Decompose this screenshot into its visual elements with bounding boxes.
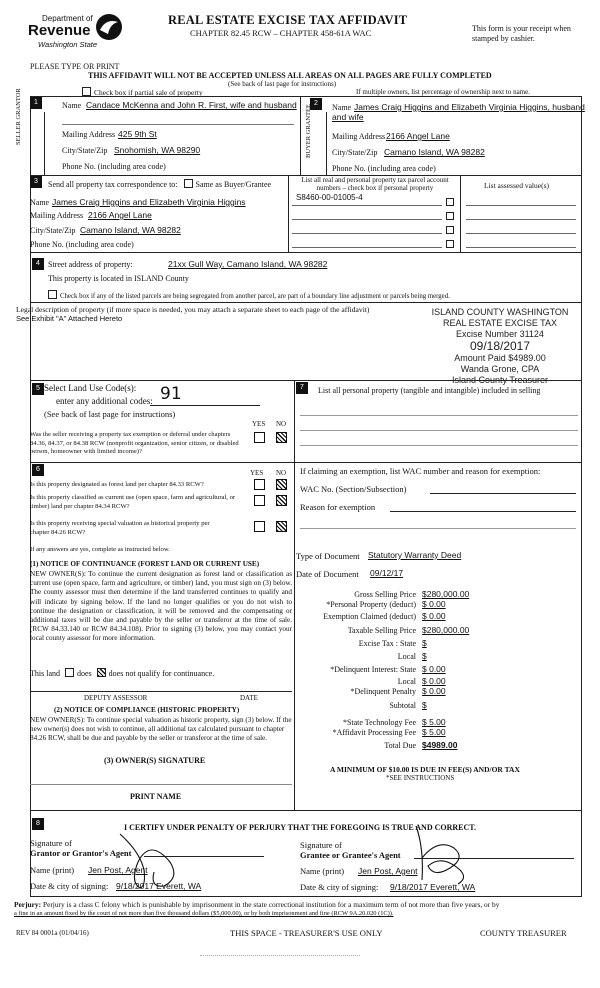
stamp-name: Wanda Grone, CPA bbox=[460, 364, 540, 374]
form-chapter: CHAPTER 82.45 RCW – CHAPTER 458-61A WAC bbox=[190, 28, 372, 38]
calc-total: $4989.00 bbox=[422, 740, 458, 750]
grantee-agent-label: Grantee or Grantee's Agent bbox=[300, 850, 401, 860]
current-use-yes-box[interactable] bbox=[254, 495, 265, 506]
exemption-yes-box[interactable] bbox=[254, 432, 265, 443]
land-use-code: 91 bbox=[160, 384, 182, 404]
calc-label: Subtotal bbox=[389, 701, 416, 710]
segregated-row bbox=[48, 290, 450, 300]
land-does-not-label: does not qualify for continuance. bbox=[108, 669, 215, 678]
seller-mail: 425 9th St bbox=[118, 129, 157, 139]
calc-value: $ 0.00 bbox=[422, 676, 446, 686]
grantee-signature-scribble bbox=[398, 818, 478, 888]
segregated-checkbox[interactable] bbox=[48, 290, 57, 299]
grantor-agent-label: Grantor or Grantor's Agent bbox=[30, 848, 132, 858]
buyer-city: Camano Island, WA 98282 bbox=[384, 147, 485, 157]
receipt-note: This form is your receipt when stamped by cashier. bbox=[472, 24, 571, 43]
correspondence-mail: 2166 Angel Lane bbox=[88, 210, 152, 220]
stamp-title: Island County Treasurer bbox=[451, 375, 549, 385]
this-land-label: This land bbox=[30, 669, 60, 678]
section-1-badge: 1 bbox=[30, 97, 42, 109]
land-use-label: Select Land Use Code(s): bbox=[44, 383, 137, 393]
current-use-question: Is this property classified as current use (open space, farm and agricultural, or timber) land per chapter 84.34 RCW? bbox=[30, 494, 236, 510]
certify-statement: I CERTIFY UNDER PENALTY OF PERJURY THAT THE FOREGOING IS TRUE AND CORRECT. bbox=[124, 823, 477, 832]
seller-mail-label: Mailing Address bbox=[62, 130, 116, 139]
section-5-badge: 5 bbox=[32, 383, 44, 395]
calc-label: Gross Selling Price bbox=[354, 590, 416, 599]
notice-continuance-title: (1) NOTICE OF CONTINUANCE (FOREST LAND OR CURRENT USE) bbox=[30, 560, 260, 568]
buyer-side-label: BUYER GRANTEE bbox=[305, 104, 312, 158]
grantor-signature-scribble bbox=[110, 822, 190, 892]
sec6-yes-header: YES bbox=[250, 469, 264, 477]
correspondence-name: James Craig Higgins and Elizabeth Virginia Higgins bbox=[52, 197, 246, 207]
calc-label: Excise Tax : State bbox=[358, 639, 416, 648]
current-use-no-box[interactable] bbox=[276, 495, 287, 506]
multiple-owners-note: If multiple owners, list percentage of ownership next to name. bbox=[356, 88, 530, 96]
forest-land-question: Is this property designated as forest land per chapter 84.33 RCW? bbox=[30, 481, 204, 488]
street-label: Street address of property: bbox=[48, 260, 133, 269]
reason-label: Reason for exemption bbox=[300, 502, 376, 512]
please-print: PLEASE TYPE OR PRINT bbox=[30, 62, 120, 71]
section-7-badge: 7 bbox=[296, 382, 308, 394]
send-correspondence-label: Send all property tax correspondence to: bbox=[48, 180, 178, 189]
calc-value: $ bbox=[422, 651, 427, 661]
section-3-badge: 3 bbox=[30, 176, 42, 188]
parcel-header: List all real and personal property tax parcel account numbers – check box if personal property bbox=[301, 176, 449, 192]
doc-type-label: Type of Document bbox=[296, 551, 360, 561]
send-correspondence-row bbox=[48, 179, 271, 189]
historic-question: Is this property receiving special valuation as historical property per chapter 84.26 RCW? bbox=[30, 520, 210, 536]
assessor-date-label: DATE bbox=[240, 694, 258, 702]
calc-label: Local bbox=[397, 652, 416, 661]
buyer-name-label: Name bbox=[332, 103, 352, 112]
legal-description-label: Legal description of property (if more space is needed, you may attach a separate sheet to each page of the affidavit) bbox=[16, 305, 370, 314]
correspondence-city-label: City/State/Zip bbox=[30, 226, 76, 235]
if-yes-instruction: If any answers are yes, complete as instructed below. bbox=[30, 546, 170, 553]
calc-value: $ 0.00 bbox=[422, 664, 446, 674]
segregated-label: Check box if any of the listed parcels are being segregated from another parcel, are part of a boundary line adjustment or parcels being merged. bbox=[60, 293, 450, 300]
doc-type: Statutory Warranty Deed bbox=[368, 550, 462, 560]
dor-swirl-icon bbox=[92, 12, 126, 42]
sec5-no-header: NO bbox=[276, 420, 287, 428]
historic-no-box[interactable] bbox=[276, 521, 287, 532]
assessed-header: List assessed value(s) bbox=[484, 181, 549, 190]
stamp-date: 09/18/2017 bbox=[469, 339, 531, 353]
calc-value: $ 5.00 bbox=[422, 717, 446, 727]
personal-property-label: List all personal property (tangible and intangible) included in selling bbox=[318, 386, 541, 395]
personal-property-checkbox-1[interactable] bbox=[446, 198, 454, 206]
stamp-amount: Amount Paid $4989.00 bbox=[454, 353, 546, 363]
treasurer-use-only: THIS SPACE - TREASURER'S USE ONLY bbox=[230, 928, 383, 938]
doc-date-label: Date of Document bbox=[296, 569, 359, 579]
calc-value: $280,000.00 bbox=[422, 625, 470, 635]
see-instructions: *SEE INSTRUCTIONS bbox=[386, 774, 455, 782]
grantor-date-label: Date & city of signing: bbox=[30, 881, 109, 891]
exemption-question: Was the seller receiving a property tax exemption or deferral under chapters 84.36, 84.37, or 84.38 RCW (nonprofit organization, senior citizen, or disabled person, homeowner with limited income)? bbox=[30, 431, 239, 455]
forest-yes-box[interactable] bbox=[254, 479, 265, 490]
wac-label: WAC No. (Section/Subsection) bbox=[300, 484, 407, 494]
grantee-sig-label: Signature of bbox=[300, 840, 342, 850]
treasurer-stamp bbox=[412, 307, 588, 386]
buyer-mail-label: Mailing Address bbox=[332, 132, 386, 141]
perjury-text: Perjury is a class C felony which is punishable by imprisonment in the state correctional institution for a maximum term of not more than five years, or by bbox=[42, 900, 500, 909]
doc-date: 09/12/17 bbox=[370, 568, 404, 578]
exemption-claim-label: If claiming an exemption, list WAC number and reason for exemption: bbox=[300, 466, 541, 476]
historic-yes-box[interactable] bbox=[254, 521, 265, 532]
grantor-name: Jen Post, Agent bbox=[88, 865, 148, 875]
correspondence-city: Camano Island, WA 98282 bbox=[80, 225, 181, 235]
dept-line1: Department of bbox=[42, 14, 93, 23]
buyer-city-label: City/State/Zip bbox=[332, 148, 378, 157]
personal-property-checkbox-3[interactable] bbox=[446, 226, 454, 234]
buyer-name-line2: and wife bbox=[332, 112, 364, 122]
exemption-no-box[interactable] bbox=[276, 432, 287, 443]
grantor-sig-label: Signature of bbox=[30, 838, 72, 848]
section-4-badge: 4 bbox=[32, 258, 44, 270]
deputy-assessor-label: DEPUTY ASSESSOR bbox=[84, 694, 148, 702]
sec6-no-header: NO bbox=[276, 469, 287, 477]
calc-label: Local bbox=[397, 677, 416, 686]
section-2-badge: 2 bbox=[310, 98, 322, 110]
dor-logo bbox=[28, 12, 128, 54]
perjury-line2: a fine in an amount fixed by the court of not more than five thousand dollars ($5,000.00), or by both imprisonment and fine (RCW 9A.20.020 (1C)). bbox=[14, 910, 394, 917]
land-does-label: does bbox=[77, 669, 92, 678]
grantee-date-label: Date & city of signing: bbox=[300, 882, 379, 892]
forest-no-box[interactable] bbox=[276, 479, 287, 490]
dept-line3: Washington State bbox=[38, 40, 98, 49]
land-does-not-checkbox[interactable] bbox=[97, 668, 106, 677]
calc-value: $ bbox=[422, 700, 427, 710]
rev-number: REV 84 0001a (01/04/16) bbox=[16, 929, 89, 937]
seller-name-label: Name bbox=[62, 101, 82, 110]
partial-sale-label: Check box if partial sale of property bbox=[94, 88, 203, 97]
calc-value: $ 0.00 bbox=[422, 686, 446, 696]
print-name-label: PRINT NAME bbox=[130, 792, 182, 801]
located-in: This property is located in ISLAND County bbox=[48, 274, 189, 283]
personal-property-checkbox-2[interactable] bbox=[446, 212, 454, 220]
section-8-badge: 8 bbox=[32, 818, 44, 830]
grantee-date: 9/18/2017 Everett, WA bbox=[390, 882, 476, 892]
this-land-row bbox=[30, 668, 214, 678]
correspondence-mail-label: Mailing Address bbox=[30, 211, 84, 220]
grantee-name: Jen Post, Agent bbox=[358, 866, 418, 876]
partial-sale-checkbox[interactable] bbox=[82, 87, 91, 96]
see-back-text: (See back of last page for instructions) bbox=[228, 80, 337, 88]
same-as-buyer-label: Same as Buyer/Grantee bbox=[195, 180, 272, 189]
parcel-number: S8460-00-01005-4 bbox=[296, 193, 363, 202]
calc-value: $ bbox=[422, 638, 427, 648]
calc-label: *Personal Property (deduct) bbox=[326, 600, 416, 609]
land-use-see-back: (See back of last page for instructions) bbox=[44, 409, 176, 419]
calc-label: *State Technology Fee bbox=[342, 718, 416, 727]
additional-codes-label: enter any additional codes: bbox=[56, 396, 153, 406]
correspondence-name-label: Name bbox=[30, 198, 50, 207]
exhibit-reference: See Exhibit "A" Attached Hereto bbox=[16, 314, 123, 323]
calc-label: Taxable Selling Price bbox=[347, 626, 416, 635]
county-treasurer: COUNTY TREASURER bbox=[480, 928, 567, 938]
personal-property-checkbox-4[interactable] bbox=[446, 240, 454, 248]
calc-label: *Delinquent Interest: State bbox=[330, 665, 416, 674]
notice-compliance-text: NEW OWNER(S): To continue special valuation as historic property, sign (3) below. If the new owner(s) does not wish to continue, all additional tax calculated pursuant to chapter 84.26 RCW, shall be due and payable by the seller or transferor at the time of sale. bbox=[30, 716, 292, 743]
seller-city: Snohomish, WA 98290 bbox=[114, 145, 201, 155]
calc-value: $ 0.00 bbox=[422, 599, 446, 609]
warning-text: THIS AFFIDAVIT WILL NOT BE ACCEPTED UNLESS ALL AREAS ON ALL PAGES ARE FULLY COMPLETED bbox=[88, 71, 492, 80]
grantee-name-label: Name (print) bbox=[300, 866, 345, 876]
notice-continuance-text: NEW OWNER(S): To continue the current designation as forest land or classification as current use (open space, farm and agriculture, or timber) land, you must sign on (3) below. The county assessor must then determine if the land transferred continues to qualify and will indicate by signing below. If the land no longer qualifies or you do not wish to continue the designation or classification, it will be removed and the compensating or additional taxes will be due and payable by the seller or transferor at the time of sale. (RCW 84.33.140 or RCW 84.34.108). Prior to signing (3) below, you may contact your local county assessor for more information. bbox=[30, 570, 292, 643]
stamp-line2: REAL ESTATE EXCISE TAX bbox=[442, 318, 558, 328]
seller-side-label: SELLER GRANTOR bbox=[15, 88, 22, 145]
stamp-line3: Excise Number 31124 bbox=[456, 329, 544, 339]
calc-label: *Delinquent Penalty bbox=[350, 687, 416, 696]
street-address: 21xx Gull Way, Camano Island, WA 98282 bbox=[168, 259, 328, 269]
notice-compliance-title: (2) NOTICE OF COMPLIANCE (HISTORIC PROPERTY) bbox=[54, 706, 240, 714]
buyer-phone-label: Phone No. (including area code) bbox=[332, 164, 436, 173]
seller-name: Candace McKenna and John R. First, wife and husband bbox=[86, 100, 297, 110]
buyer-mail: 2166 Angel Lane bbox=[386, 131, 450, 141]
calc-value: $ 5.00 bbox=[422, 727, 446, 737]
correspondence-phone-label: Phone No. (including area code) bbox=[30, 240, 134, 249]
grantor-name-label: Name (print) bbox=[30, 865, 75, 875]
sec5-yes-header: YES bbox=[252, 420, 266, 428]
minimum-due: A MINIMUM OF $10.00 IS DUE IN FEE(S) AND/OR TAX bbox=[330, 765, 520, 774]
stamp-line1: ISLAND COUNTY WASHINGTON bbox=[431, 307, 569, 317]
form-title: REAL ESTATE EXCISE TAX AFFIDAVIT bbox=[168, 13, 408, 27]
section-6-badge: 6 bbox=[32, 464, 44, 476]
calc-label: Total Due bbox=[384, 741, 416, 750]
seller-city-label: City/State/Zip bbox=[62, 146, 108, 155]
grantor-date: 9/18/2017 Everett, WA bbox=[116, 881, 202, 891]
land-does-checkbox[interactable] bbox=[65, 668, 74, 677]
perjury-label: Perjury: bbox=[14, 900, 42, 909]
calc-value: $ 0.00 bbox=[422, 611, 446, 621]
seller-phone-label: Phone No. (including area code) bbox=[62, 162, 166, 171]
dept-line2: Revenue bbox=[28, 22, 91, 39]
calc-value: $280,000.00 bbox=[422, 589, 470, 599]
owner-signature-label: (3) OWNER(S) SIGNATURE bbox=[104, 756, 206, 765]
buyer-name-line1: James Craig Higgins and Elizabeth Virginia Higgins, husband bbox=[354, 102, 585, 112]
calc-label: *Affidavit Processing Fee bbox=[332, 728, 416, 737]
same-as-buyer-checkbox[interactable] bbox=[184, 179, 193, 188]
tax-calculation bbox=[296, 586, 580, 750]
perjury-line1 bbox=[14, 900, 499, 909]
calc-label: Exemption Claimed (deduct) bbox=[323, 612, 416, 621]
